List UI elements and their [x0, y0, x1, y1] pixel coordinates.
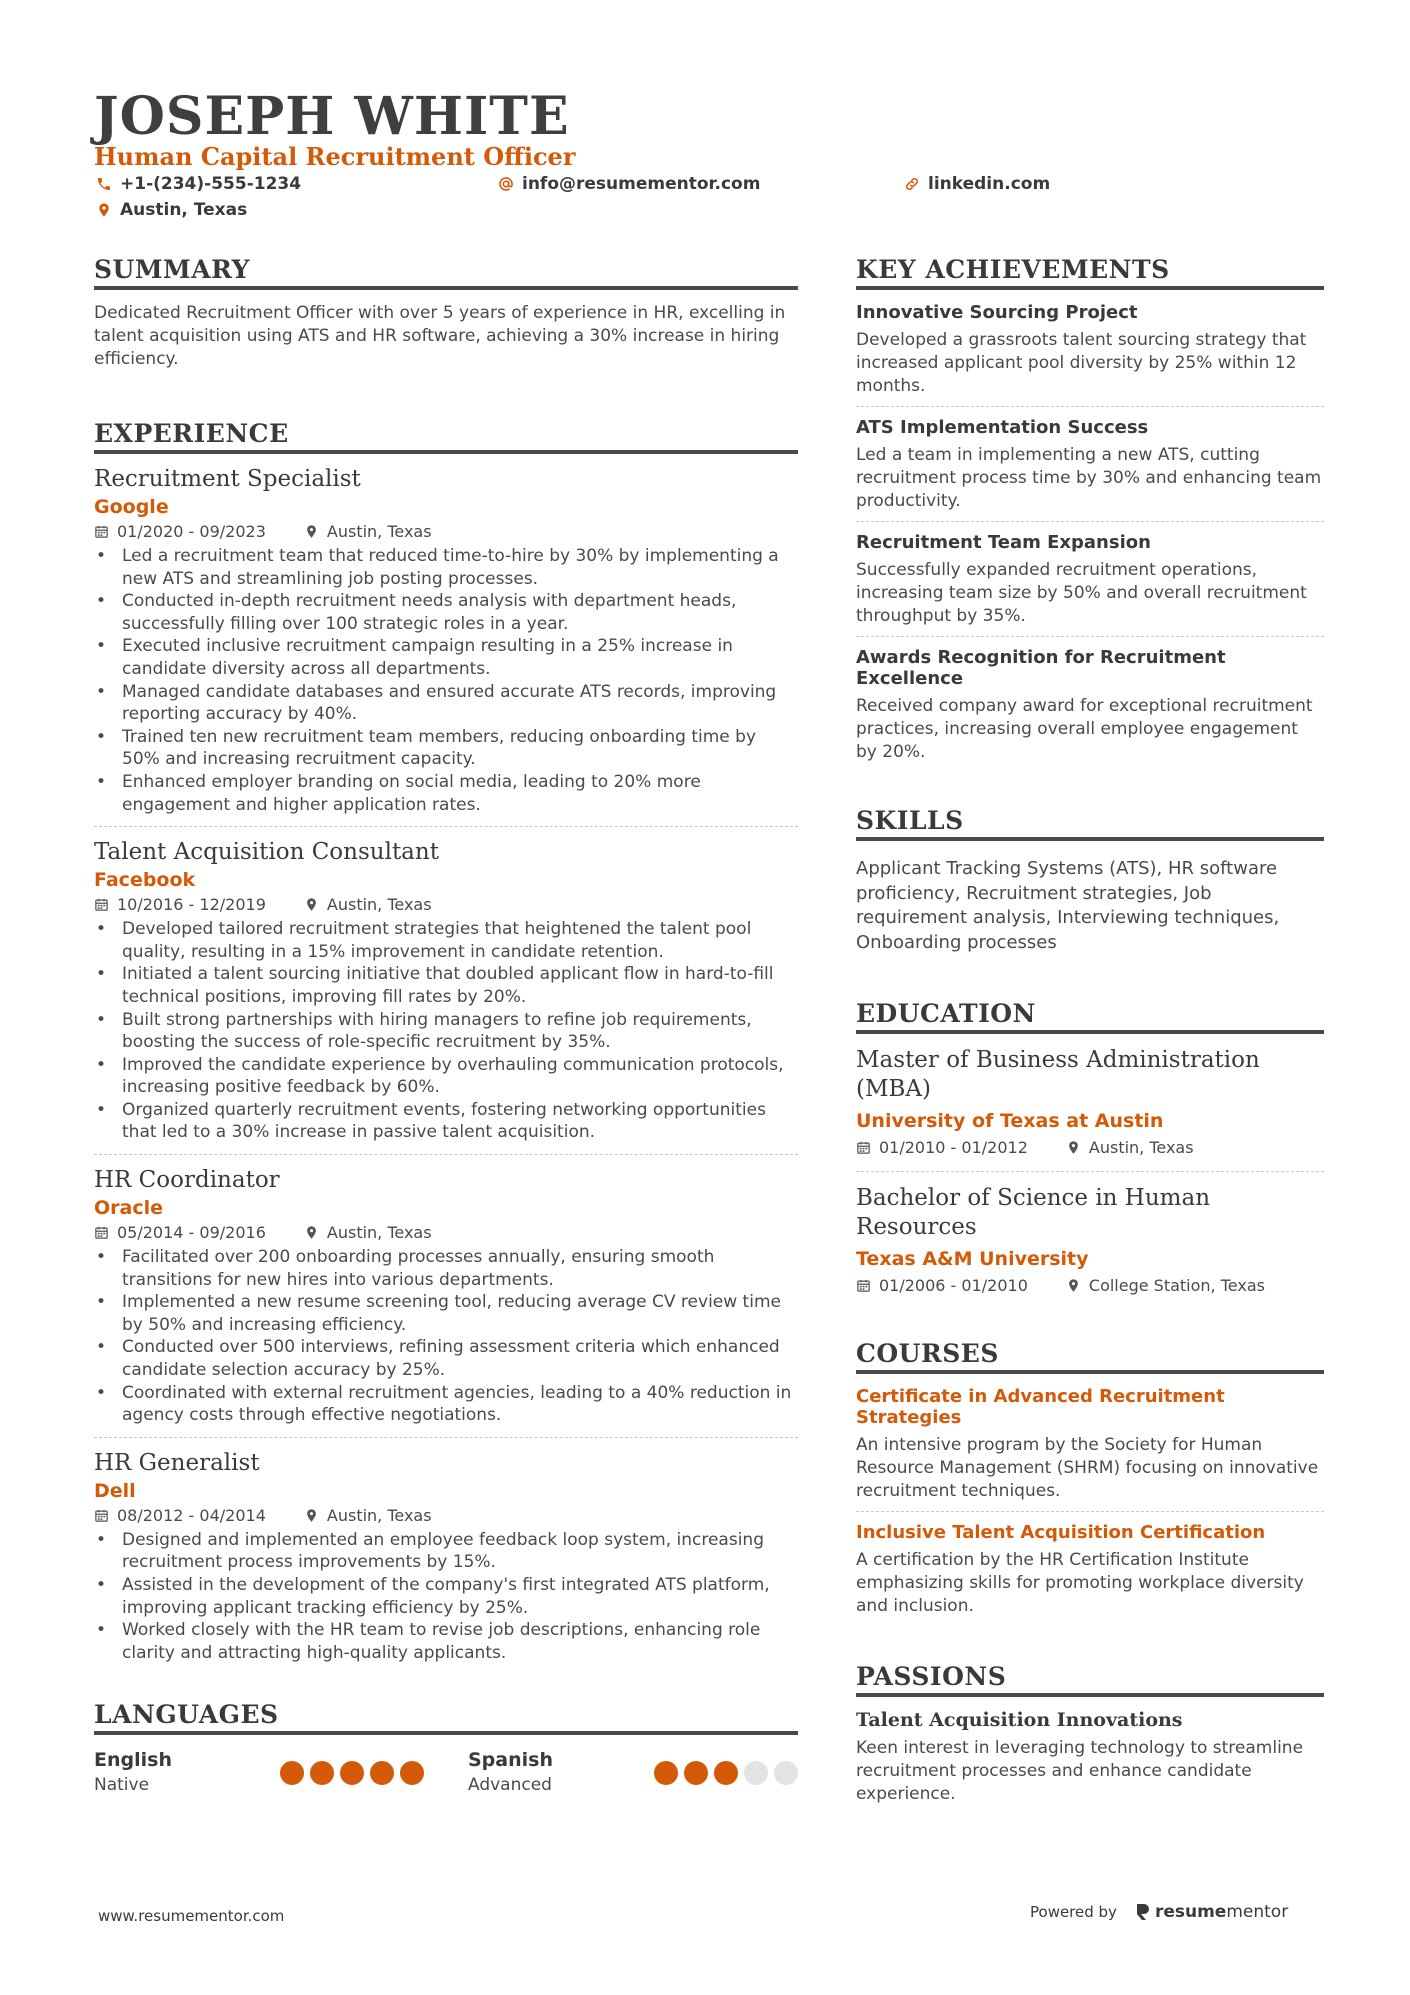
rating-dot: [400, 1761, 424, 1785]
achievements-heading: KEY ACHIEVEMENTS: [856, 255, 1324, 290]
job-bullet: • Conducted over 500 interviews, refining assessment criteria which enhanced candidate selection accuracy by 25%.: [94, 1336, 798, 1381]
skills-text: Applicant Tracking Systems (ATS), HR software proficiency, Recruitment strategies, Job requirement analysis, Interviewing techniques, Onboarding processes: [856, 858, 1280, 953]
left-column: [94, 255, 798, 1795]
rating-dot: [280, 1761, 304, 1785]
job-dates: 05/2014 - 09/2016: [117, 1223, 266, 1243]
passion-text: Keen interest in leveraging technology to streamline recruitment processes and enhance candidate experience.: [856, 1738, 1304, 1804]
education-school: University of Texas at Austin: [856, 1110, 1164, 1132]
brand-logo[interactable]: [1135, 1902, 1288, 1922]
education-dates: 01/2010 - 01/2012: [879, 1138, 1028, 1157]
education-location: Austin, Texas: [1088, 1138, 1194, 1157]
education-degree: Master of Business Administration (MBA): [856, 1047, 1260, 1102]
email-text: info@resumementor.com: [522, 174, 761, 194]
achievement-title: Innovative Sourcing Project: [856, 302, 1138, 323]
brand-part1: resume: [1154, 1902, 1227, 1922]
achievement-list: [856, 302, 1324, 772]
job-bullet: • Executed inclusive recruitment campaign resulting in a 25% increase in candidate diversity across all departments.: [94, 635, 798, 680]
job-bullet: • Enhanced employer branding on social media, leading to 20% more engagement and higher application rates.: [94, 771, 798, 816]
language-rating: [280, 1761, 424, 1785]
passion-item: [856, 1709, 1324, 1806]
location-pin-icon: [304, 524, 319, 539]
job-company: Facebook: [94, 869, 196, 892]
calendar-icon: [94, 524, 109, 539]
job-meta: [94, 895, 798, 914]
calendar-icon: [856, 1140, 871, 1155]
right-column: [856, 255, 1324, 1806]
rating-dot: [714, 1761, 738, 1785]
job-position: Talent Acquisition Consultant: [94, 839, 439, 866]
rating-dot: [370, 1761, 394, 1785]
summary-section: [94, 255, 798, 371]
location-pin-icon: [1066, 1278, 1081, 1293]
course-title: Inclusive Talent Acquisition Certification: [856, 1522, 1266, 1543]
job-bullet: • Worked closely with the HR team to revise job descriptions, enhancing role clarity and attracting high-quality applicants.: [94, 1619, 798, 1664]
achievement-item: [856, 532, 1324, 637]
job-bullets: [94, 918, 798, 1144]
experience-heading: EXPERIENCE: [94, 419, 798, 454]
education-degree: Bachelor of Science in Human Resources: [856, 1185, 1211, 1240]
education-item: [856, 1184, 1324, 1309]
summary-heading: SUMMARY: [94, 255, 798, 290]
job-dates: 08/2012 - 04/2014: [117, 1505, 266, 1525]
achievement-text: Led a team in implementing a new ATS, cutting recruitment process time by 30% and enhancing team productivity.: [856, 445, 1322, 511]
contact-phone[interactable]: [96, 174, 301, 194]
passions-heading: PASSIONS: [856, 1662, 1324, 1697]
language-item: [94, 1749, 424, 1795]
course-title: Certificate in Advanced Recruitment Strategies: [856, 1386, 1225, 1428]
language-level: Native: [94, 1775, 150, 1796]
phone-text: +1-(234)-555-1234: [120, 174, 302, 194]
job-position: Recruitment Specialist: [94, 466, 361, 492]
job-meta: [94, 1223, 798, 1242]
job-location: Austin, Texas: [326, 1223, 432, 1243]
calendar-icon: [856, 1278, 871, 1293]
passions-section: [856, 1662, 1324, 1806]
achievement-title: Recruitment Team Expansion: [856, 532, 1151, 553]
skills-section: [856, 806, 1324, 955]
job-meta: [94, 1506, 798, 1525]
brand-mark-icon: [1135, 1902, 1151, 1922]
education-school: Texas A&M University: [856, 1248, 1089, 1270]
languages-heading: LANGUAGES: [94, 1700, 798, 1735]
job-position: HR Coordinator: [94, 1167, 280, 1194]
candidate-name: JOSEPH WHITE: [94, 86, 570, 147]
job-entry: [94, 839, 798, 1155]
job-dates: 10/2016 - 12/2019: [117, 895, 266, 915]
rating-dot: [340, 1761, 364, 1785]
rating-dot: [744, 1761, 768, 1785]
education-heading: EDUCATION: [856, 999, 1324, 1034]
powered-by-text: Powered by: [1030, 1903, 1117, 1921]
footer-website[interactable]: www.resumementor.com: [98, 1907, 285, 1925]
calendar-icon: [94, 1508, 109, 1523]
job-bullet: • Initiated a talent sourcing initiative that doubled applicant flow in hard-to-fill technical positions, improving fill rates by 20%.: [94, 963, 798, 1008]
passion-list: [856, 1709, 1324, 1806]
location-text: Austin, Texas: [120, 200, 248, 220]
job-bullets: [94, 1246, 798, 1427]
language-list: [94, 1749, 798, 1795]
course-item: [856, 1386, 1324, 1512]
job-location: Austin, Texas: [326, 1505, 432, 1525]
education-location: College Station, Texas: [1088, 1276, 1265, 1295]
education-section: [856, 999, 1324, 1309]
language-name: English: [94, 1749, 172, 1772]
job-bullet: • Coordinated with external recruitment agencies, leading to a 40% reduction in agency costs through effective negotiations.: [94, 1382, 798, 1427]
course-text: A certification by the HR Certification Institute emphasizing skills for promoting workplace diversity and inclusion.: [856, 1550, 1304, 1616]
job-bullets: [94, 545, 798, 816]
job-bullet: • Facilitated over 200 onboarding processes annually, ensuring smooth transitions for new hires into various departments.: [94, 1246, 798, 1291]
achievements-section: [856, 255, 1324, 772]
achievement-text: Successfully expanded recruitment operations, increasing team size by 50% and overall recruitment throughput by 35%.: [856, 560, 1307, 626]
job-bullet: • Designed and implemented an employee feedback loop system, increasing recruitment process improvements by 15%.: [94, 1529, 798, 1574]
rating-dot: [684, 1761, 708, 1785]
language-name: Spanish: [468, 1749, 553, 1772]
job-company: Oracle: [94, 1197, 164, 1220]
job-bullet: • Implemented a new resume screening tool, reducing average CV review time by 50% and increasing efficiency.: [94, 1291, 798, 1336]
course-list: [856, 1386, 1324, 1626]
location-pin-icon: [1066, 1140, 1081, 1155]
job-bullet: • Assisted in the development of the company's first integrated ATS platform, improving applicant tracking efficiency by 25%.: [94, 1574, 798, 1619]
courses-heading: COURSES: [856, 1339, 1324, 1374]
contact-location: [96, 200, 247, 220]
calendar-icon: [94, 897, 109, 912]
achievement-title: ATS Implementation Success: [856, 417, 1149, 438]
job-bullet: • Developed tailored recruitment strategies that heightened the talent pool quality, resulting in a 15% improvement in candidate retention.: [94, 918, 798, 963]
experience-section: [94, 419, 798, 1674]
education-meta: [856, 1276, 1324, 1295]
skills-heading: SKILLS: [856, 806, 1324, 841]
brand-part2: mentor: [1226, 1902, 1289, 1922]
achievement-item: [856, 647, 1324, 772]
achievement-title: Awards Recognition for Recruitment Excellence: [856, 647, 1226, 689]
job-company: Google: [94, 496, 169, 518]
job-bullet: • Managed candidate databases and ensured accurate ATS records, improving reporting accuracy by 40%.: [94, 681, 798, 726]
courses-section: [856, 1339, 1324, 1626]
course-text: An intensive program by the Society for Human Resource Management (SHRM) focusing on innovative recruitment techniques.: [856, 1435, 1319, 1501]
language-item: [468, 1749, 798, 1795]
education-list: [856, 1046, 1324, 1309]
achievement-text: Received company award for exceptional recruitment practices, increasing overall employee engagement by 20%.: [856, 696, 1313, 762]
achievement-text: Developed a grassroots talent sourcing strategy that increased applicant pool diversity by 25% within 12 months.: [856, 330, 1307, 396]
footer-branding: [1030, 1902, 1288, 1922]
course-item: [856, 1522, 1324, 1626]
location-pin-icon: [304, 1508, 319, 1523]
at-icon: [498, 176, 514, 192]
language-rating: [654, 1761, 798, 1785]
job-location: Austin, Texas: [326, 522, 432, 541]
job-location: Austin, Texas: [326, 895, 432, 915]
education-dates: 01/2006 - 01/2010: [879, 1276, 1028, 1295]
link-icon: [904, 176, 920, 192]
job-dates: 01/2020 - 09/2023: [117, 522, 266, 541]
location-pin-icon: [304, 1225, 319, 1240]
job-bullet: • Built strong partnerships with hiring managers to refine job requirements, boosting the success of role-specific recruitment by 35%.: [94, 1009, 798, 1054]
education-meta: [856, 1138, 1324, 1157]
rating-dot: [654, 1761, 678, 1785]
achievement-item: [856, 302, 1324, 407]
job-list: [94, 466, 798, 1674]
job-bullets: [94, 1529, 798, 1665]
education-item: [856, 1046, 1324, 1172]
summary-text: Dedicated Recruitment Officer with over 5 years of experience in HR, excelling in talent acquisition using ATS and HR software, achieving a 30% increase in hiring efficiency.: [94, 303, 786, 369]
linkedin-text: linkedin.com: [928, 174, 1051, 194]
language-level: Advanced: [468, 1775, 552, 1796]
languages-section: [94, 1700, 798, 1795]
job-company: Dell: [94, 1479, 136, 1502]
job-entry: [94, 1450, 798, 1675]
job-bullet: • Conducted in-depth recruitment needs analysis with department heads, successfully filling over 100 strategic roles in a year.: [94, 590, 798, 635]
phone-icon: [96, 176, 112, 192]
achievement-item: [856, 417, 1324, 522]
location-pin-icon: [96, 202, 112, 218]
location-pin-icon: [304, 897, 319, 912]
job-meta: [94, 522, 798, 541]
job-entry: [94, 466, 798, 827]
rating-dot: [310, 1761, 334, 1785]
job-bullet: • Trained ten new recruitment team members, reducing onboarding time by 50% and increasing recruitment capacity.: [94, 726, 798, 771]
job-bullet: • Led a recruitment team that reduced time-to-hire by 30% by implementing a new ATS and streamlining job posting processes.: [94, 545, 798, 590]
passion-title: Talent Acquisition Innovations: [856, 1709, 1183, 1731]
job-position: HR Generalist: [94, 1449, 260, 1476]
calendar-icon: [94, 1225, 109, 1240]
rating-dot: [774, 1761, 798, 1785]
contact-linkedin[interactable]: [904, 174, 1050, 194]
contact-email[interactable]: [498, 174, 760, 194]
job-bullet: • Organized quarterly recruitment events, fostering networking opportunities that led to a 30% increase in passive talent acquisition.: [94, 1099, 798, 1144]
job-entry: [94, 1167, 798, 1438]
job-title: Human Capital Recruitment Officer: [94, 142, 576, 171]
job-bullet: • Improved the candidate experience by overhauling communication protocols, increasing positive feedback by 60%.: [94, 1054, 798, 1099]
